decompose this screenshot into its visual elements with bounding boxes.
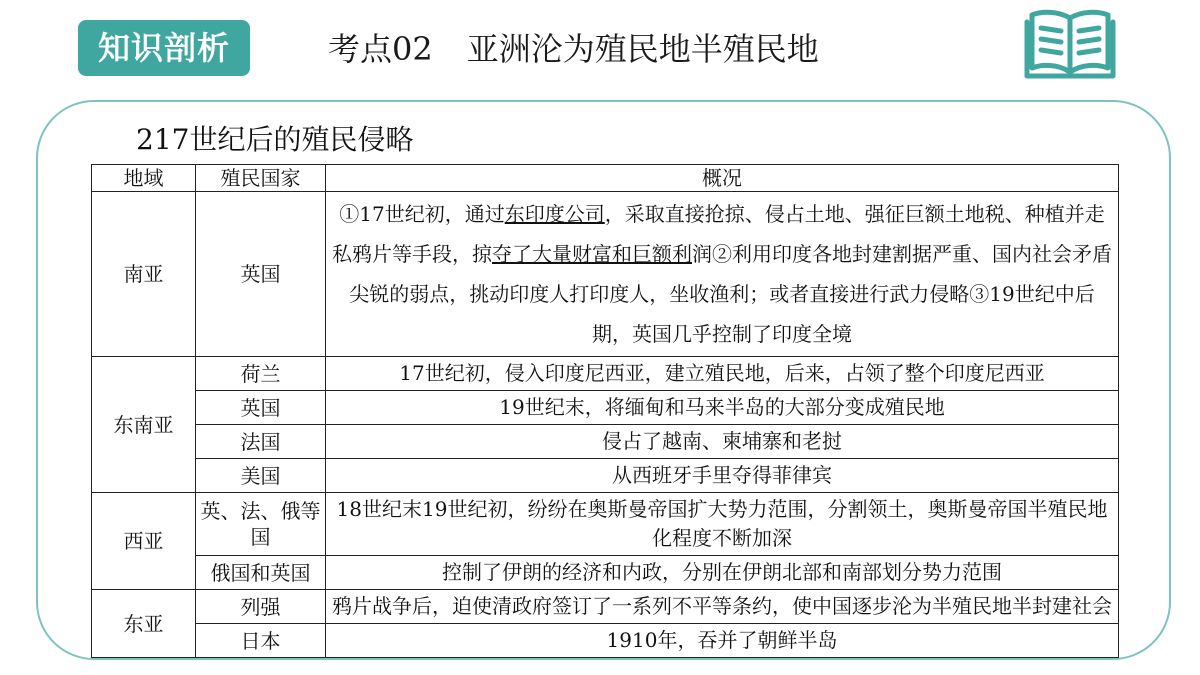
overview-cell: 18世纪末19世纪初，纷纷在奥斯曼帝国扩大势力范围，分割领土，奥斯曼帝国半殖民地化程度不断加深 [326, 493, 1119, 556]
region-cell: 东南亚 [92, 357, 196, 493]
colonial-aggression-table [91, 164, 1119, 658]
section-title: 217世纪后的殖民侵略 [136, 123, 414, 156]
country-cell: 美国 [196, 459, 326, 493]
table-row [92, 590, 1119, 624]
country-cell: 列强 [196, 590, 326, 624]
country-cell: 英、法、俄等国 [196, 493, 326, 556]
region-cell: 西亚 [92, 493, 196, 590]
page-title [328, 24, 819, 74]
overview-text: ，采取直接抢掠、侵占土地、强征巨额土地税、种植并走私鸦片等手段，掠 [332, 202, 1105, 266]
overview-cell: 1910年，吞并了朝鲜半岛 [326, 624, 1119, 658]
country-cell: 英国 [196, 192, 326, 357]
country-cell: 英国 [196, 391, 326, 425]
region-cell: 南亚 [92, 192, 196, 357]
overview-text: ①17世纪初，通过 [339, 202, 505, 226]
underlined-term: 东印度公司 [504, 202, 605, 226]
table-row [92, 493, 1119, 556]
table-row [92, 624, 1119, 658]
overview-cell [326, 192, 1119, 357]
overview-cell: 从西班牙手里夺得菲律宾 [326, 459, 1119, 493]
table-row [92, 391, 1119, 425]
country-cell: 荷兰 [196, 357, 326, 391]
overview-text: 润②利用印度各地封建割据严重、国内社会矛盾尖锐的弱点，挑动印度人打印度人，坐收渔利；或者直接进行武力侵略③19世纪中后期，英国几乎控制了印度全境 [349, 242, 1112, 346]
table-row [92, 192, 1119, 357]
table-row [92, 556, 1119, 590]
open-book-icon [1024, 6, 1116, 80]
table-header-row [92, 165, 1119, 192]
overview-cell: 19世纪末，将缅甸和马来半岛的大部分变成殖民地 [326, 391, 1119, 425]
region-cell: 东亚 [92, 590, 196, 658]
overview-cell: 控制了伊朗的经济和内政，分别在伊朗北部和南部划分势力范围 [326, 556, 1119, 590]
header-overview: 概况 [326, 165, 1119, 192]
overview-cell: 17世纪初，侵入印度尼西亚，建立殖民地，后来，占领了整个印度尼西亚 [326, 357, 1119, 391]
country-cell: 日本 [196, 624, 326, 658]
topic-number: 考点02 [328, 30, 433, 68]
overview-cell: 侵占了越南、柬埔寨和老挝 [326, 425, 1119, 459]
section-badge: 知识剖析 [78, 20, 250, 76]
country-cell: 俄国和英国 [196, 556, 326, 590]
overview-cell: 鸦片战争后，迫使清政府签订了一系列不平等条约，使中国逐步沦为半殖民地半封建社会 [326, 590, 1119, 624]
table-row [92, 357, 1119, 391]
table-row [92, 459, 1119, 493]
header-country: 殖民国家 [196, 165, 326, 192]
country-cell: 法国 [196, 425, 326, 459]
header-region: 地域 [92, 165, 196, 192]
topic-title: 亚洲沦为殖民地半殖民地 [466, 30, 819, 68]
underlined-term: 夺了大量财富和巨额利 [492, 242, 692, 266]
table-row [92, 425, 1119, 459]
